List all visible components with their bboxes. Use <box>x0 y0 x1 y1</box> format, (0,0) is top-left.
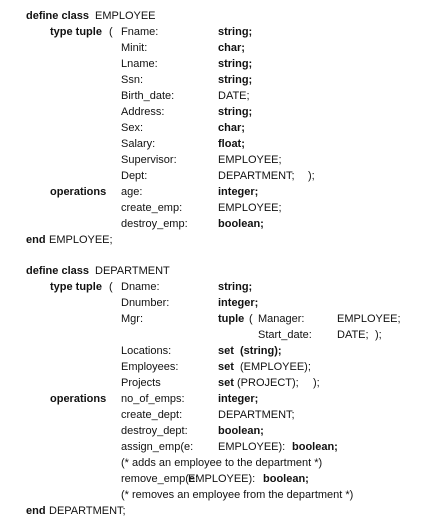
attribute-name: Locations: <box>121 345 172 357</box>
start-date-label: Start_date: <box>258 329 312 341</box>
set-keyword: set <box>218 361 234 373</box>
operation-name: assign_emp(e: <box>121 441 194 453</box>
attribute-name: Salary: <box>121 138 156 150</box>
set-keyword: set <box>218 345 234 357</box>
attribute-type: char; <box>218 122 245 134</box>
attribute-name: Dname: <box>121 281 160 293</box>
open-paren: ( <box>109 26 113 38</box>
close-paren: ); <box>308 170 315 182</box>
attribute-name: Supervisor: <box>121 154 177 166</box>
attribute-name: Dnumber: <box>121 297 170 309</box>
operation-name: remove_emp(e: <box>121 473 199 485</box>
attribute-type: char; <box>218 42 245 54</box>
operation-name: create_emp: <box>121 202 183 214</box>
attribute-name: Address: <box>121 106 165 118</box>
attribute-name: Fname: <box>121 26 159 38</box>
class-name: DEPARTMENT <box>95 265 170 277</box>
parameter-type: EMPLOYEE): <box>188 473 256 485</box>
set-argument: (PROJECT); <box>237 377 299 389</box>
class-name: EMPLOYEE <box>95 10 156 22</box>
open-paren: ( <box>249 313 253 325</box>
attribute-type: float; <box>218 138 245 150</box>
define-class-keyword: define class <box>26 265 89 277</box>
attribute-name: Mgr: <box>121 313 143 325</box>
attribute-type: EMPLOYEE; <box>218 154 282 166</box>
operation-type: boolean; <box>263 473 309 485</box>
set-argument: (string); <box>240 345 282 357</box>
attribute-type: string; <box>218 26 253 38</box>
tuple-keyword: tuple <box>218 313 245 325</box>
operations-keyword: operations <box>50 186 107 198</box>
attribute-name: Minit: <box>121 42 148 54</box>
parameter-type: EMPLOYEE): <box>218 441 286 453</box>
code-comment: (* adds an employee to the department *) <box>121 457 323 469</box>
attribute-type: DEPARTMENT; <box>218 170 295 182</box>
end-keyword: end <box>26 234 46 246</box>
operation-type: EMPLOYEE; <box>218 202 282 214</box>
attribute-name: Birth_date: <box>121 90 175 102</box>
attribute-type: DATE; <box>218 90 250 102</box>
operation-name: no_of_emps: <box>121 393 185 405</box>
operation-type: integer; <box>218 393 259 405</box>
operation-name: age: <box>121 186 143 198</box>
code-comment: (* removes an employee from the department *) <box>121 489 354 501</box>
attribute-type: string; <box>218 281 253 293</box>
attribute-type: string; <box>218 106 253 118</box>
attribute-type: string; <box>218 74 253 86</box>
operations-keyword: operations <box>50 393 107 405</box>
operation-type: boolean; <box>218 218 264 230</box>
define-class-keyword: define class <box>26 10 89 22</box>
attribute-type: integer; <box>218 297 259 309</box>
operation-name: destroy_dept: <box>121 425 188 437</box>
operation-name: create_dept: <box>121 409 183 421</box>
set-keyword: set <box>218 377 234 389</box>
attribute-name: Ssn: <box>121 74 144 86</box>
end-keyword: end <box>26 505 46 517</box>
attribute-name: Projects <box>121 377 161 389</box>
manager-label: Manager: <box>258 313 305 325</box>
type-tuple-keyword: type tuple <box>50 26 102 38</box>
type-tuple-keyword: type tuple <box>50 281 102 293</box>
end-class-name: DEPARTMENT; <box>49 505 126 517</box>
open-paren: ( <box>109 281 113 293</box>
operation-type: boolean; <box>292 441 338 453</box>
start-date-type: DATE; <box>337 329 369 341</box>
operation-type: boolean; <box>218 425 264 437</box>
end-class-name: EMPLOYEE; <box>49 234 113 246</box>
attribute-name: Dept: <box>121 170 148 182</box>
set-argument: (EMPLOYEE); <box>240 361 311 373</box>
operation-type: DEPARTMENT; <box>218 409 295 421</box>
attribute-type: string; <box>218 58 253 70</box>
operation-name: destroy_emp: <box>121 218 188 230</box>
close-paren: ); <box>375 329 382 341</box>
attribute-name: Employees: <box>121 361 179 373</box>
operation-type: integer; <box>218 186 259 198</box>
attribute-name: Sex: <box>121 122 144 134</box>
close-paren: ); <box>313 377 320 389</box>
manager-type: EMPLOYEE; <box>337 313 401 325</box>
attribute-name: Lname: <box>121 58 158 70</box>
